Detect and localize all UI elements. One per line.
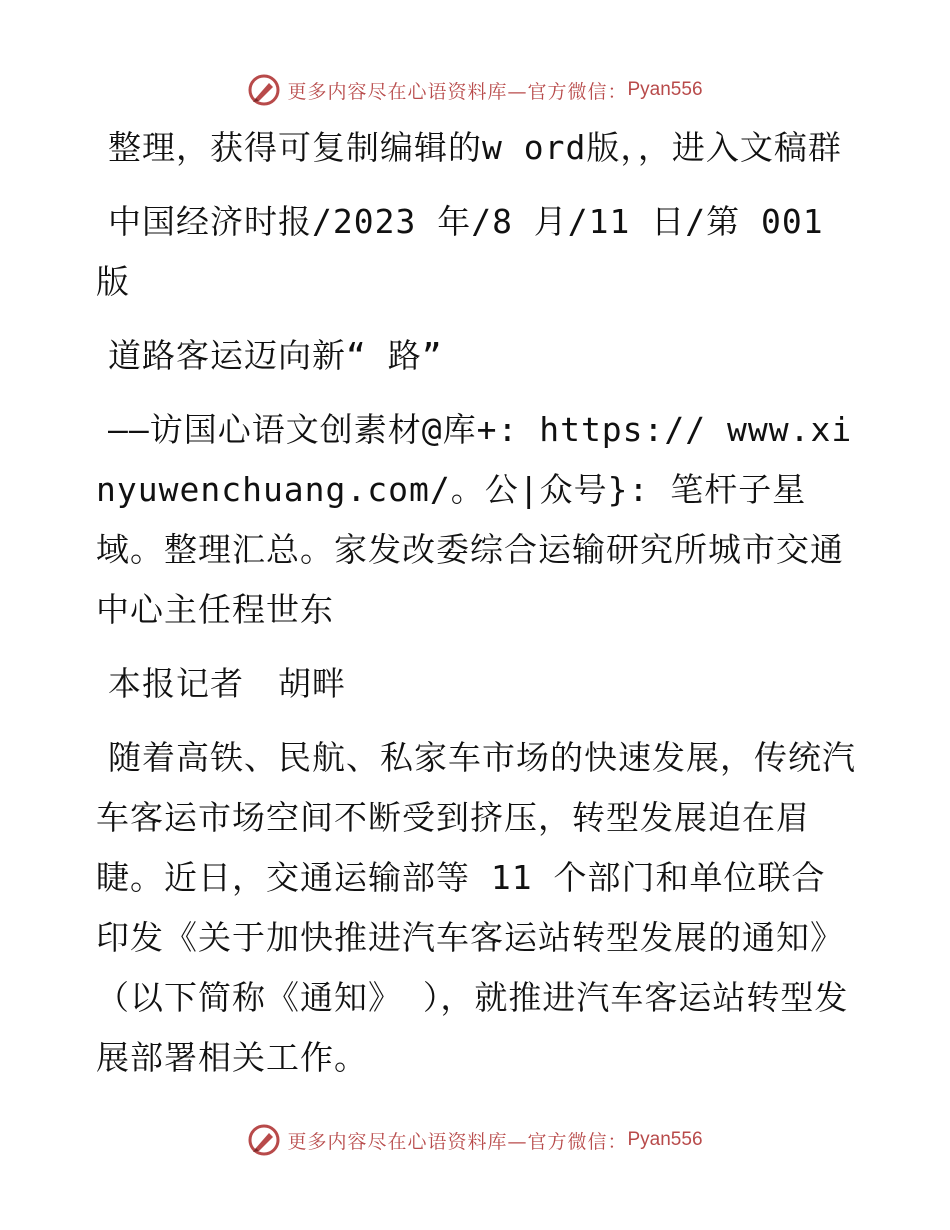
- header-banner-text: 更多内容尽在心语资料库—官方微信：: [287, 80, 628, 103]
- source-line: 中国经济时报/2023 年/8 月/11 日/第 001 版: [96, 202, 824, 301]
- article-subtitle: ——访国心语文创素材@库+: https:// www.xinyuwenchuang.com/。公|众号}: 笔杆子星域。整理汇总。家发改委综合运输研究所城市交通中心主任程世东: [96, 410, 853, 629]
- byline: 本报记者 胡畔: [108, 664, 346, 703]
- article-title: 道路客运迈向新“ 路”: [108, 336, 443, 375]
- page-header-banner: [0, 70, 950, 110]
- footer-wechat-id: Pyan556: [627, 1129, 703, 1150]
- pen-logo-icon: [247, 1123, 281, 1157]
- pen-logo-icon: [247, 73, 281, 107]
- header-wechat-id: Pyan556: [627, 79, 703, 100]
- page-footer-banner: [0, 1120, 950, 1160]
- footer-banner-text: 更多内容尽在心语资料库—官方微信：: [287, 1130, 628, 1153]
- body-paragraph: 随着高铁、民航、私家车市场的快速发展，传统汽车客运市场空间不断受到挤压，转型发展迫在眉睫。近日，交通运输部等 11 个部门和单位联合印发《关于加快推进汽车客运站转型发展的通知》（以下简称《通知》 ），就推进汽车客运站转型发展部署相关工作。: [96, 738, 856, 1077]
- document-body: [96, 118, 856, 1088]
- intro-line: 整理，获得可复制编辑的w ord版，，进入文稿群: [108, 128, 842, 167]
